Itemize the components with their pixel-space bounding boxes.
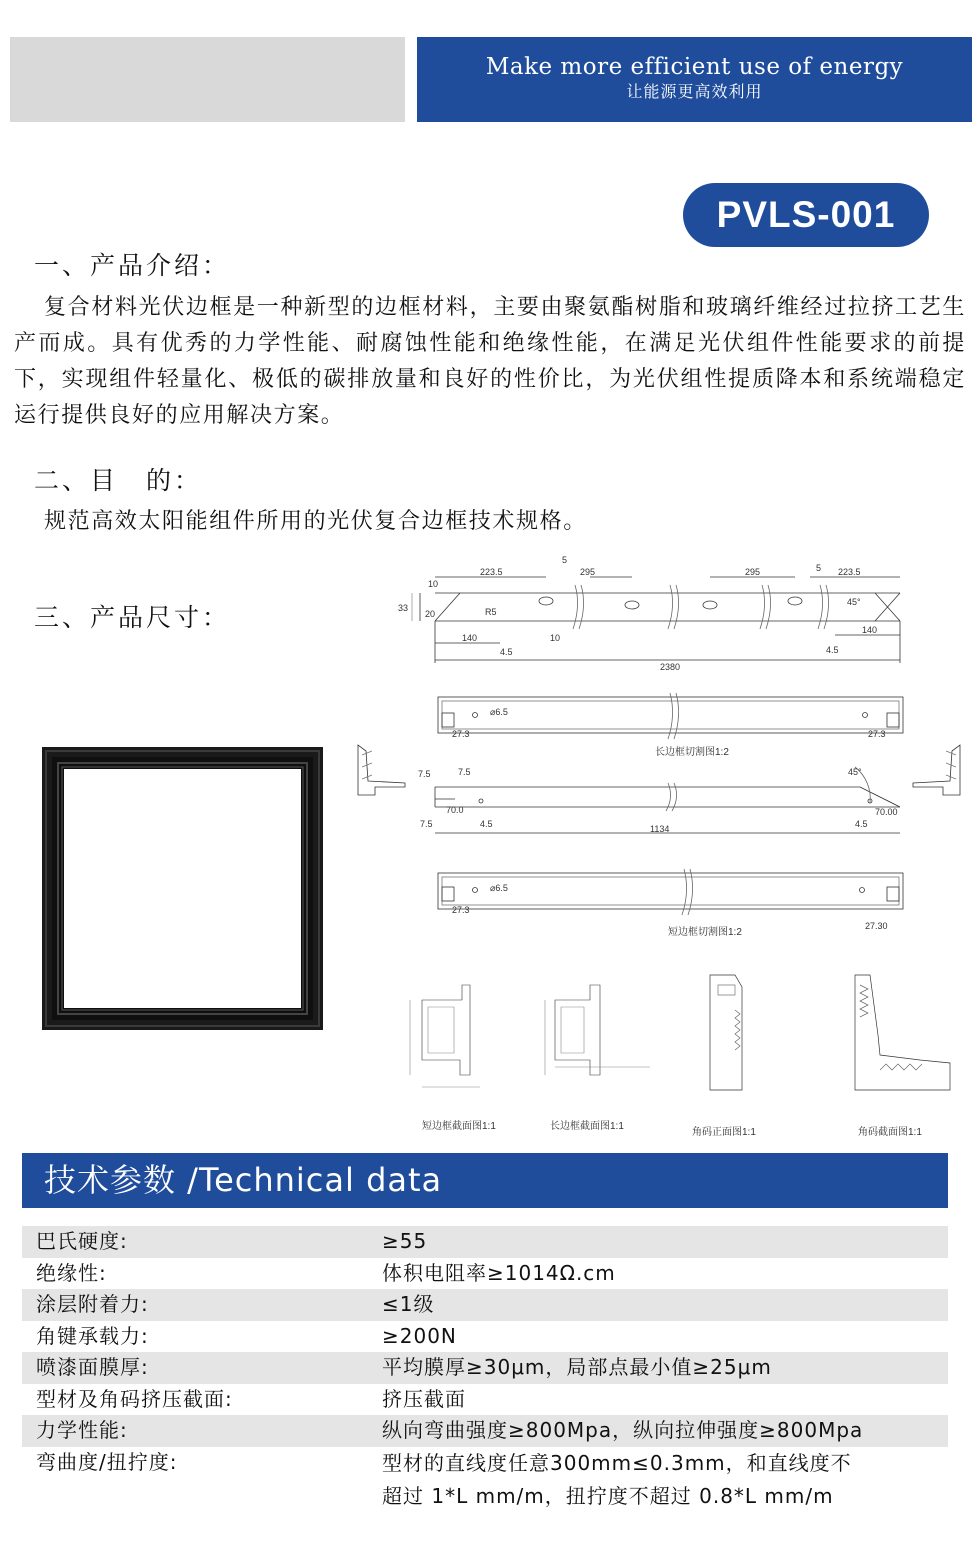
dim-10: 10 bbox=[428, 579, 439, 589]
tech-data-header: 技术参数 /Technical data bbox=[22, 1153, 948, 1208]
dim-7-5-a: 7.5 bbox=[418, 769, 431, 779]
dim-45-deg: 45° bbox=[847, 597, 861, 607]
intro-text: 复合材料光伏边框是一种新型的边框材料，主要由聚氨酯树脂和玻璃纤维经过拉挤工艺生产而成。具有优秀的力学性能、耐腐蚀性能和绝缘性能，在满足光伏组件性能要求的前提下，实现组件轻量化、极低的碳排放量和良好的性价比，为光伏组性提质降本和系统端稳定运行提供良好的应用解决方案。 bbox=[14, 295, 966, 428]
purpose-text: 规范高效太阳能组件所用的光伏复合边框技术规格。 bbox=[44, 509, 587, 534]
long-frame-section bbox=[545, 985, 650, 1075]
banner-slogan bbox=[417, 37, 972, 122]
corner-key-right bbox=[913, 745, 960, 795]
dim-4-5-right: 4.5 bbox=[826, 645, 839, 655]
tech-value: 体积电阻率≥1014Ω.cm bbox=[382, 1260, 616, 1285]
corner-key-left bbox=[358, 745, 405, 795]
tech-row bbox=[22, 1447, 948, 1519]
dim-7-5-b: 7.5 bbox=[458, 767, 471, 777]
purpose-heading: 二、目 的： bbox=[34, 466, 203, 495]
long-section-caption: 长边框截面图1:1 bbox=[550, 1121, 624, 1132]
dim-4-5-left: 4.5 bbox=[500, 647, 513, 657]
corner-front-view bbox=[710, 975, 742, 1090]
tech-key: 角键承载力: bbox=[36, 1323, 149, 1348]
frame-photo bbox=[40, 745, 325, 1032]
dim-140-left: 140 bbox=[462, 633, 478, 643]
dim-20: 20 bbox=[425, 609, 436, 619]
short-frame-section bbox=[410, 985, 480, 1087]
slogan-chinese: 让能源更高效利用 bbox=[626, 82, 763, 101]
dim-27-3-long-right: 27.3 bbox=[868, 729, 886, 739]
dim-4-5-short-left: 4.5 bbox=[480, 819, 493, 829]
slogan-english: Make more efficient use of energy bbox=[485, 54, 904, 80]
dim-223-left: 223.5 bbox=[480, 567, 503, 577]
tech-row bbox=[22, 1384, 948, 1416]
dim-223-right: 223.5 bbox=[838, 567, 861, 577]
technical-drawing bbox=[350, 555, 980, 1145]
short-section-caption: 短边框截面图1:1 bbox=[422, 1121, 496, 1132]
dim-7-5-c: 7.5 bbox=[420, 819, 433, 829]
banner-gray-block bbox=[10, 37, 405, 122]
tech-value: ≤1级 bbox=[382, 1292, 435, 1316]
tech-key: 巴氏硬度: bbox=[36, 1229, 128, 1253]
dim-r5: R5 bbox=[485, 607, 497, 617]
dim-70-0: 70.0 bbox=[446, 805, 464, 815]
dim-4-5-short-right: 4.5 bbox=[855, 819, 868, 829]
dim-70-00: 70.00 bbox=[875, 807, 898, 817]
tech-value: ≥200N bbox=[382, 1323, 457, 1348]
tech-row bbox=[22, 1352, 948, 1384]
size-heading: 三、产品尺寸： bbox=[34, 603, 231, 632]
tech-value: 挤压截面 bbox=[382, 1386, 466, 1411]
dim-1134: 1134 bbox=[650, 824, 670, 834]
dim-295-right: 295 bbox=[745, 567, 761, 577]
tech-data-table bbox=[22, 1226, 948, 1519]
tech-row bbox=[22, 1258, 948, 1290]
tech-value: 纵向弯曲强度≥800Mpa，纵向拉伸强度≥800Mpa bbox=[382, 1418, 864, 1442]
tech-key: 力学性能: bbox=[36, 1418, 128, 1442]
model-badge: PVLS-001 bbox=[683, 183, 929, 247]
dim-6-5-long: ⌀6.5 bbox=[490, 707, 508, 717]
dim-27-3-short: 27.3 bbox=[452, 905, 470, 915]
tech-row bbox=[22, 1226, 948, 1258]
dim-27-3-long-left: 27.3 bbox=[452, 729, 470, 739]
dim-2380: 2380 bbox=[660, 662, 681, 672]
corner-section-view bbox=[855, 975, 950, 1090]
dim-295-left: 295 bbox=[580, 567, 596, 577]
tech-value: ≥55 bbox=[382, 1229, 428, 1253]
dim-140-right: 140 bbox=[862, 625, 878, 635]
tech-key: 涂层附着力: bbox=[36, 1292, 149, 1316]
tech-value: 平均膜厚≥30μm，局部点最小值≥25μm bbox=[382, 1355, 772, 1379]
dim-6-5-short: ⌀6.5 bbox=[490, 883, 508, 893]
dim-5-left: 5 bbox=[562, 555, 568, 565]
dim-45-deg-short: 45° bbox=[848, 767, 862, 777]
tech-value-line1: 型材的直线度任意300mm≤0.3mm，和直线度不 bbox=[382, 1450, 852, 1475]
tech-value bbox=[382, 1447, 852, 1513]
corner-section-caption: 角码截面图1:1 bbox=[858, 1127, 922, 1138]
dim-10-v: 10 bbox=[550, 633, 561, 643]
corner-front-caption: 角码正面图1:1 bbox=[692, 1127, 756, 1138]
dim-27-30: 27.30 bbox=[865, 921, 888, 931]
tech-value-line2: 超过 1*L mm/m，扭拧度不超过 0.8*L mm/m bbox=[382, 1483, 834, 1508]
tech-key: 型材及角码挤压截面: bbox=[36, 1386, 233, 1411]
dim-5-right: 5 bbox=[816, 563, 822, 573]
dim-33: 33 bbox=[398, 603, 409, 613]
tech-key: 喷漆面膜厚: bbox=[36, 1355, 149, 1379]
intro-heading: 一、产品介绍： bbox=[34, 251, 231, 280]
tech-key: 弯曲度/扭拧度: bbox=[36, 1449, 178, 1474]
long-cut-caption: 长边框切割图1:2 bbox=[655, 747, 729, 758]
tech-row bbox=[22, 1415, 948, 1447]
intro-paragraph bbox=[14, 290, 966, 434]
short-cut-caption: 短边框切割图1:2 bbox=[668, 927, 742, 938]
tech-key: 绝缘性: bbox=[36, 1260, 107, 1285]
tech-row bbox=[22, 1289, 948, 1321]
tech-row bbox=[22, 1321, 948, 1353]
